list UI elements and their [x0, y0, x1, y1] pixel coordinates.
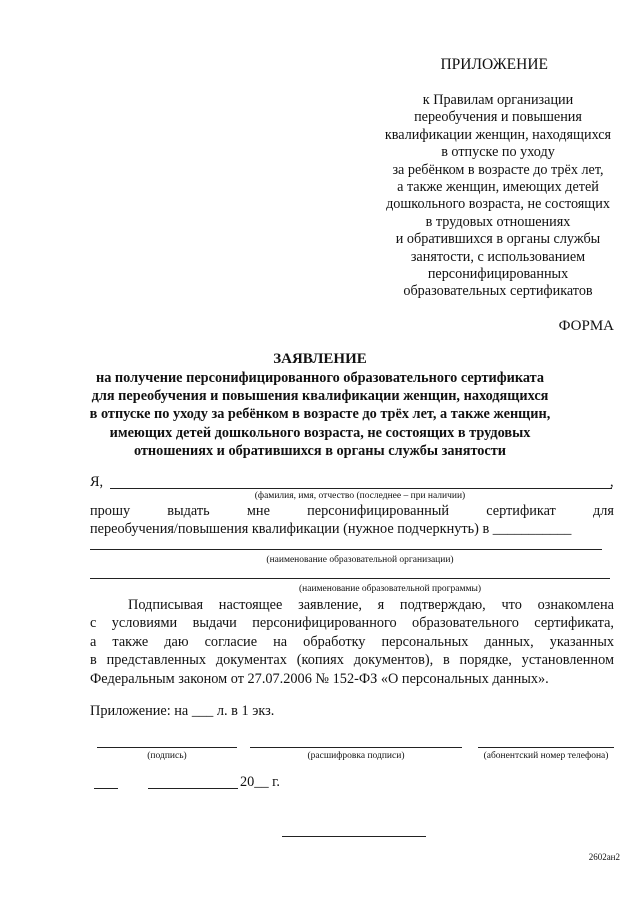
program-field[interactable] — [90, 578, 610, 579]
appendix-title: ПРИЛОЖЕНИЕ — [440, 56, 548, 73]
applicant-caption: (фамилия, имя, отчество (последнее – при наличии) — [254, 491, 466, 501]
subtitle-line: в отпуске по уходу за ребёнком в возрасте до трёх лет, а также женщин, — [89, 406, 551, 423]
appendix-line: дошкольного возраста, не состоящих — [386, 196, 610, 213]
appendix-line: квалификации женщин, находящихся — [384, 126, 612, 143]
signature-caption: (подпись) — [147, 751, 187, 761]
program-caption: (наименование образовательной программы) — [298, 584, 482, 594]
appendix-line: в трудовых отношениях — [425, 213, 571, 230]
request-line: прошу выдать мне персонифицированный сертификат для — [90, 503, 614, 519]
appendix-reference — [368, 92, 628, 301]
consent-line: а также даю согласие на обработку персональных данных, указанных — [90, 633, 614, 650]
decoding-field[interactable] — [250, 747, 462, 748]
subtitle-line: на получение персонифицированного образовательного сертификата — [95, 370, 545, 386]
phone-field[interactable] — [478, 747, 614, 748]
request-paragraph — [90, 502, 614, 539]
phone-caption: (абонентский номер телефона) — [483, 751, 609, 761]
appendix-line: за ребёнком в возрасте до трёх лет, — [392, 161, 604, 178]
applicant-prefix: Я, — [90, 474, 104, 490]
appendix-line: образовательных сертификатов — [403, 283, 593, 300]
organization-field[interactable] — [90, 549, 602, 550]
date-year-line: 20__ г. — [240, 774, 280, 790]
document-subtitle — [0, 369, 640, 460]
consent-line: с условиями выдачи персонифицированного образовательного сертификата, — [90, 615, 614, 632]
consent-line: Подписывая настоящее заявление, я подтверждаю, что ознакомлена — [128, 597, 614, 613]
subtitle-line: для переобучения и повышения квалификации женщин, находящихся — [91, 388, 549, 405]
consent-line: Федеральным законом от 27.07.2006 № 152-ФЗ «О персональных данных». — [90, 670, 549, 687]
consent-paragraph — [90, 596, 614, 688]
consent-line: в представленных документах (копиях документов), в порядке, установленном — [90, 652, 614, 669]
subtitle-line: отношениях и обратившихся в органы службы занятости — [133, 442, 507, 459]
appendix-line: и обратившихся в органы службы — [395, 231, 601, 248]
appendix-line: персонифицированных — [427, 266, 569, 283]
appendix-line: переобучения и повышения — [414, 109, 582, 126]
appendix-line: а также женщин, имеющих детей — [397, 179, 599, 196]
footer-code: 2602ан2 — [588, 852, 620, 862]
form-label: ФОРМА — [558, 318, 614, 334]
subtitle-line: имеющих детей дошкольного возраста, не состоящих в трудовых — [109, 424, 531, 441]
appendix-line: занятости, с использованием — [410, 248, 586, 265]
attachment-line: Приложение: на ___ л. в 1 экз. — [90, 703, 275, 719]
appendix-line: к Правилам организации — [422, 92, 574, 108]
registration-field[interactable] — [282, 836, 426, 837]
appendix-line: в отпуске по уходу — [441, 144, 555, 161]
decoding-caption: (расшифровка подписи) — [307, 751, 405, 761]
date-day-field[interactable] — [94, 788, 118, 789]
applicant-suffix: , — [610, 474, 614, 490]
applicant-name-field[interactable] — [110, 488, 612, 489]
request-line: переобучения/повышения квалификации (нужное подчеркнуть) в ___________ — [90, 521, 572, 538]
date-month-field[interactable] — [148, 788, 238, 789]
organization-caption: (наименование образовательной организации) — [266, 555, 454, 565]
signature-field[interactable] — [97, 747, 237, 748]
document-title: ЗАЯВЛЕНИЕ — [273, 351, 367, 367]
